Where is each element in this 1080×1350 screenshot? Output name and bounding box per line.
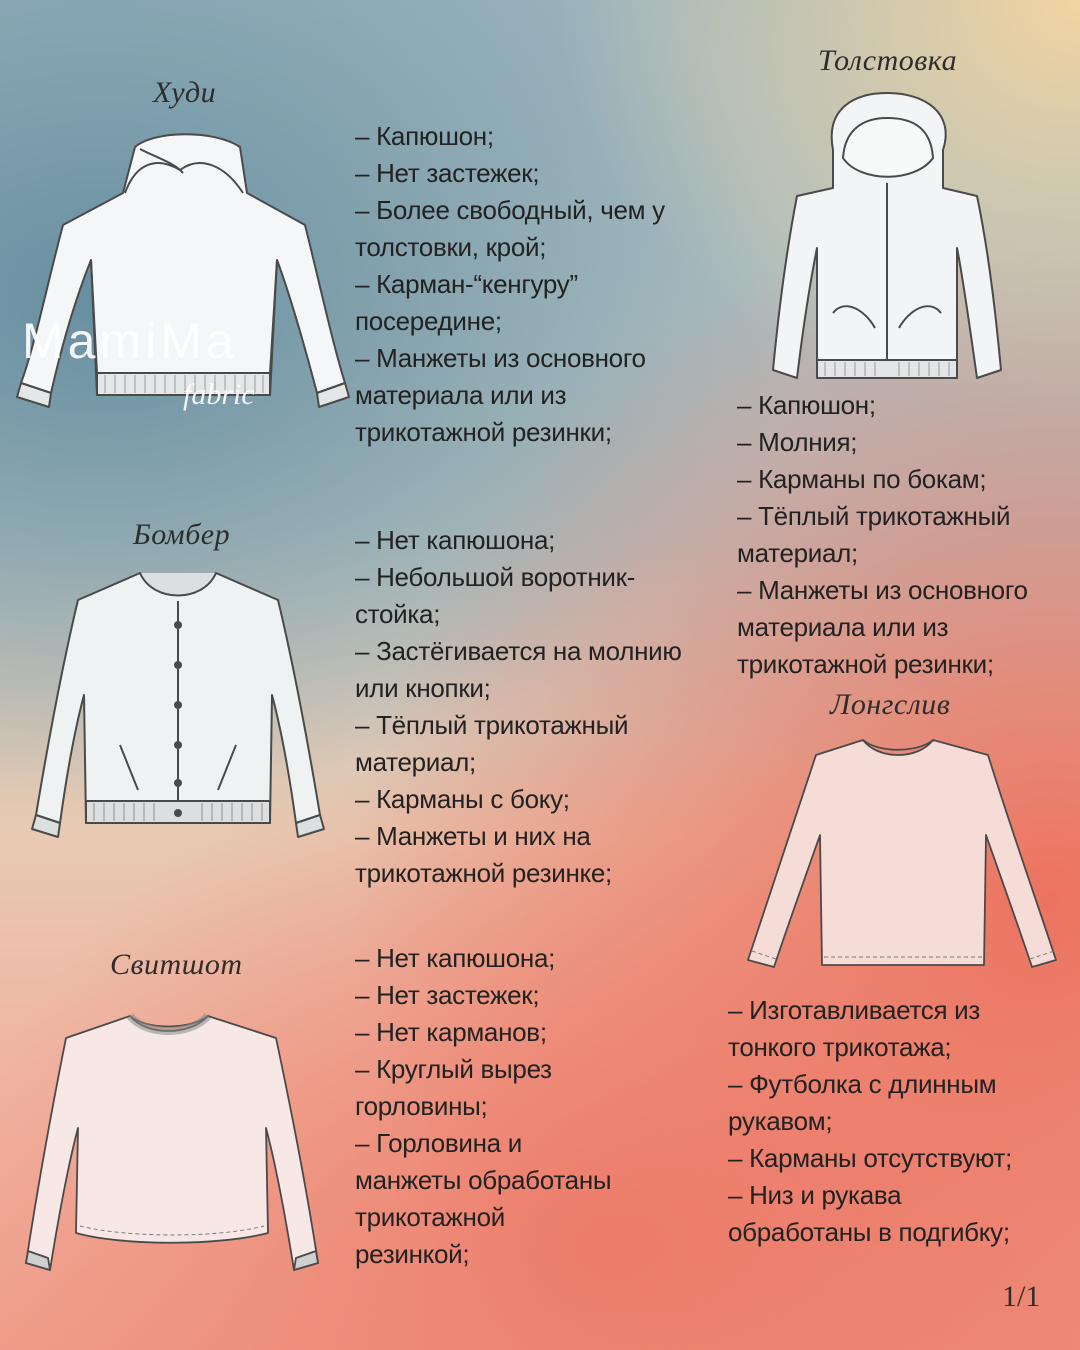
description-line: материала или из	[355, 380, 567, 410]
description-line: материал;	[737, 538, 858, 568]
description-line: – Карманы отсутствуют;	[728, 1143, 1013, 1173]
description-line: – Тёплый трикотажный	[355, 710, 629, 740]
description-line: горловины;	[355, 1091, 488, 1121]
hoodie-illustration	[15, 125, 345, 415]
description-line: или кнопки;	[355, 673, 491, 703]
bomber-description	[355, 522, 682, 892]
sweatshirt-illustration	[18, 1008, 333, 1278]
description-line: – Нет карманов;	[355, 1017, 547, 1047]
description-line: – Небольшой воротник-	[355, 562, 636, 592]
description-line: – Манжеты из основного	[355, 343, 646, 373]
description-line: трикотажной резинки;	[737, 649, 994, 679]
description-line: – Карманы по бокам;	[737, 464, 987, 494]
description-line: – Футболка с длинным	[728, 1069, 997, 1099]
description-line: – Капюшон;	[737, 390, 876, 420]
description-line: трикотажной	[355, 1202, 505, 1232]
description-line: стойка;	[355, 599, 441, 629]
description-line: трикотажной резинке;	[355, 858, 612, 888]
description-line: – Изготавливается из	[728, 995, 981, 1025]
description-line: – Карман-“кенгуру”	[355, 269, 578, 299]
longsleeve-description	[728, 992, 1012, 1251]
description-line: – Тёплый трикотажный	[737, 501, 1011, 531]
description-line: манжеты обработаны	[355, 1165, 612, 1195]
description-line: рукавом;	[728, 1106, 833, 1136]
description-line: – Манжеты и них на	[355, 821, 591, 851]
description-line: – Нет застежек;	[355, 158, 540, 188]
description-line: – Нет капюшона;	[355, 943, 556, 973]
description-line: – Карманы с боку;	[355, 784, 570, 814]
description-line: материала или из	[737, 612, 949, 642]
description-line: – Молния;	[737, 427, 858, 457]
longsleeve-title: Лонгслив	[830, 688, 951, 721]
description-line: – Более свободный, чем у	[355, 195, 665, 225]
sweatshirt-title: Свитшот	[110, 948, 243, 981]
description-line: резинкой;	[355, 1239, 470, 1269]
longsleeve-illustration	[738, 735, 1058, 975]
description-line: – Застёгивается на молнию	[355, 636, 682, 666]
description-line: трикотажной резинки;	[355, 417, 612, 447]
description-line: тонкого трикотажа;	[728, 1032, 952, 1062]
bomber-title: Бомбер	[133, 518, 231, 551]
sweatshirt-description	[355, 940, 611, 1273]
description-line: посередине;	[355, 306, 502, 336]
zip-hoodie-description	[737, 387, 1028, 683]
description-line: – Круглый вырез	[355, 1054, 552, 1084]
description-line: – Горловина и	[355, 1128, 522, 1158]
description-line: материал;	[355, 747, 476, 777]
description-line: толстовки, крой;	[355, 232, 547, 262]
brand-logo: MamiMa	[22, 313, 238, 369]
description-line: – Низ и рукава	[728, 1180, 902, 1210]
page-number: 1/1	[1002, 1280, 1041, 1313]
description-line: – Нет застежек;	[355, 980, 540, 1010]
zip-hoodie-illustration	[765, 88, 1015, 388]
description-line: – Капюшон;	[355, 121, 494, 151]
description-line: – Нет капюшона;	[355, 525, 556, 555]
zip-hoodie-title: Толстовка	[818, 44, 958, 77]
brand-logo-subtitle: fabric	[183, 378, 255, 411]
hoodie-description	[355, 118, 665, 451]
description-line: обработаны в подгибку;	[728, 1217, 1010, 1247]
description-line: – Манжеты из основного	[737, 575, 1028, 605]
bomber-illustration	[28, 565, 328, 840]
hoodie-title: Худи	[153, 76, 217, 109]
